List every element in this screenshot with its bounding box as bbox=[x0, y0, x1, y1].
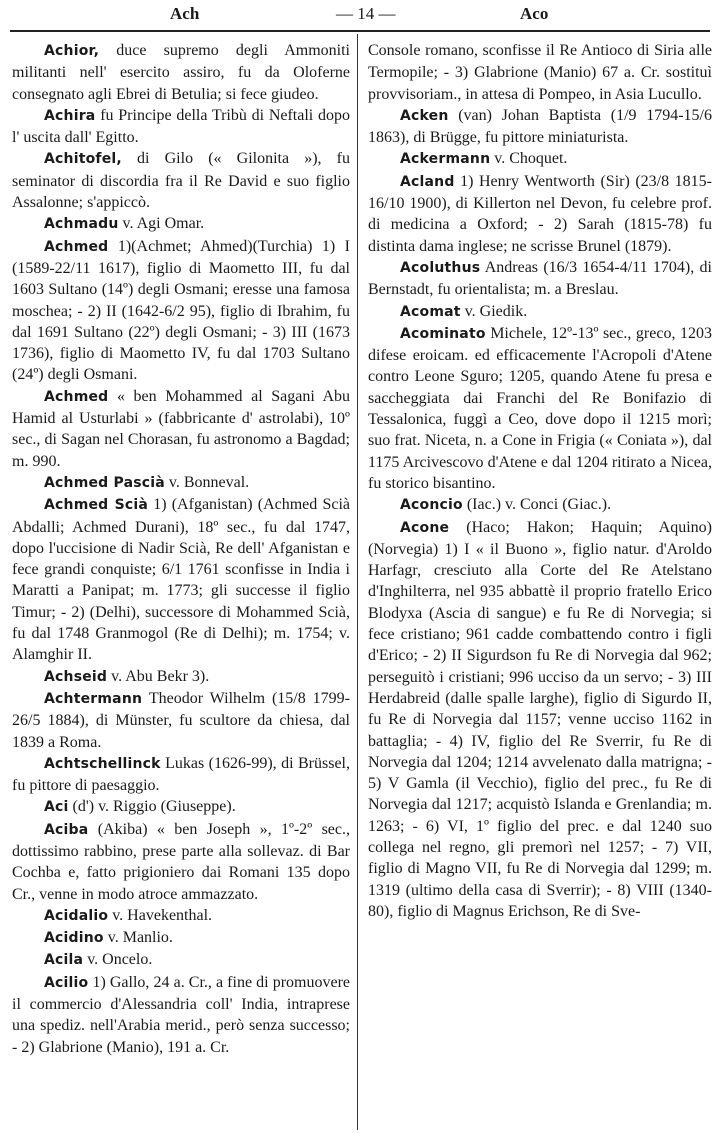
entry-text: v. Abu Bekr 3). bbox=[107, 667, 210, 685]
entry-text: (Iac.) v. Conci (Giac.). bbox=[462, 496, 612, 514]
dictionary-entry bbox=[12, 666, 350, 688]
entry-headword: Achmed Scià bbox=[44, 497, 149, 514]
entry-text: (van) Johan Baptista (1/9 1794-15/6 1863), di Brügge, fu pittore miniaturista. bbox=[368, 106, 712, 147]
column-divider bbox=[357, 34, 358, 1130]
header-rule bbox=[10, 30, 710, 32]
dictionary-entry bbox=[12, 105, 350, 149]
entry-headword: Acidalio bbox=[44, 907, 109, 924]
dictionary-entry bbox=[368, 494, 712, 516]
dictionary-entry bbox=[368, 40, 712, 105]
entry-headword: Acila bbox=[44, 952, 84, 969]
entry-headword: Achior, bbox=[44, 43, 100, 59]
entry-text: Lukas (1626-99), di Brüssel, fu pittore di paesaggio. bbox=[12, 754, 350, 795]
entry-headword: Aconcio bbox=[400, 497, 463, 514]
entry-headword: Achtermann bbox=[44, 690, 143, 707]
header-first-word: Ach bbox=[170, 4, 200, 23]
dictionary-entry bbox=[368, 171, 712, 257]
dictionary-entry bbox=[12, 40, 350, 105]
entry-headword: Achmed bbox=[44, 238, 109, 255]
entry-headword: Acoluthus bbox=[400, 259, 481, 276]
dictionary-entry bbox=[12, 386, 350, 472]
entry-text: 1)(Achmet; Ahmed)(Turchia) 1) I (1589-22/11 1617), figlio di Maometto III, fu dal 1603 Sultano (14º) degli Osmani; eresse una famosa moschea; - 2) II (1642-6/2 95), figlio di Ibrahim, fu dal 1691 Sultano (22º) degli Osmani; - 3) III (1673 1736), figlio di Maometto IV, fu dal 1703 Sultano (24º) degli Osmani. bbox=[12, 237, 350, 384]
entry-text: duce supremo degli Ammoniti militanti nell' esercito assiro, fu da Oloferne consegnato agli Ebrei di Betulia; si fece giudeo. bbox=[12, 42, 350, 103]
entry-text: v. Havekenthal. bbox=[108, 906, 213, 924]
dictionary-entry bbox=[12, 148, 350, 213]
entry-text: di Gilo (« Gilonita »), fu seminator di discordia fra il Re David e suo figlio Assalonne; s'appiccò. bbox=[12, 150, 350, 212]
dictionary-entry bbox=[12, 927, 350, 949]
entry-text: 1) (Afganistan) (Achmed Scià Abdalli; Achmed Durani), 18º sec., fu dal 1747, dopo l'uccisione di Nadir Scià, Re dell' Afganistan e fece grandi conquiste; 6/1 1761 sconfisse in India i Maratti a Panipat; m. 1773; gli successe il figlio Timur; - 2) (Delhi), successore di Mohammed Scià, fu dal 1748 Granmogol (Re di Delhi); m. 1754; v. Alamghir II. bbox=[12, 496, 350, 664]
entry-text: Theodor Wilhelm (15/8 1799-26/5 1884), di Münster, fu scultore da chiesa, dal 1839 a Roma. bbox=[12, 689, 350, 751]
header-last-word: Aco bbox=[520, 4, 549, 23]
entry-headword: Acomat bbox=[400, 303, 461, 320]
entry-text: (d') v. Riggio (Giuseppe). bbox=[68, 798, 236, 816]
dictionary-entry bbox=[368, 517, 712, 923]
dictionary-entry bbox=[368, 301, 712, 323]
left-column bbox=[12, 40, 350, 1130]
page-number: — 14 — bbox=[336, 4, 396, 23]
entry-headword: Aciba bbox=[44, 821, 89, 838]
entry-headword: Achtschellinck bbox=[44, 755, 161, 772]
entry-headword: Acidino bbox=[44, 930, 104, 947]
entry-text: Michele, 12º-13º sec., greco, 1203 difese eroicam. ed efficacemente l'Acropoli d'Atene contro Leone Sguro; 1205, quando Atene fu presa e saccheggiata dai Franchi del Re Bonifazio di Tessalonica, fuggì a Ceo, dove dopo il 1215 morì; suo frat. Niceta, n. a Cone in Frigia (« Coniata »), dal 1175 Arcivescovo d'Atene e dal 1204 ritirato a Nicea, fu storico bisantino. bbox=[368, 324, 712, 492]
right-column bbox=[368, 40, 712, 1130]
entry-headword: Achmed bbox=[44, 388, 109, 405]
entry-headword: Ackermann bbox=[400, 151, 491, 168]
entry-headword: Achitofel, bbox=[44, 151, 122, 168]
entry-headword: Achmed Pascià bbox=[44, 474, 165, 491]
entry-headword: Acken bbox=[400, 107, 449, 124]
entry-text: v. Giedik. bbox=[460, 302, 528, 320]
entry-text: 1) Gallo, 24 a. Cr., a fine di promuovere il commercio d'Alessandria coll' India, intraprese una spediz. nell'Arabia merid., però senza successo; - 2) Glabrione (Manio), 191 a. Cr. bbox=[12, 973, 350, 1056]
entry-headword: Acominato bbox=[400, 325, 486, 342]
entry-text: Console romano, sconfisse il Re Antioco di Siria alle Termopile; - 3) Glabrione (Manio) 67 a. Cr. sostituì provvisoriam., in attesa di Pompeo, in Asia Lucullo. bbox=[368, 42, 712, 103]
dictionary-entry bbox=[368, 105, 712, 149]
dictionary-entry bbox=[368, 323, 712, 494]
entry-text: « ben Mohammed al Sagani Abu Hamid al Usturlabi » (fabbricante d' astrolabi), 10º sec., di Sagan nel Chorasan, fu astronomo a Bagdad; m. 990. bbox=[12, 387, 350, 470]
dictionary-entry bbox=[12, 213, 350, 235]
entry-headword: Achira bbox=[44, 107, 96, 124]
entry-headword: Acland bbox=[400, 173, 455, 190]
dictionary-entry bbox=[368, 257, 712, 301]
entry-headword: Achmadu bbox=[44, 216, 119, 233]
entry-text: (Haco; Hakon; Haquin; Aquino) (Norvegia) 1) I « il Buono », figlio natur. d'Aroldo Harfagr, cresciuto alla Corte del Re Atelstano d'Inghilterra, nel 935 abbattè il proprio fratello Erico Blodyxa (Ascia di sangue) e fu Re di Norvegia; si fece cristiano; 961 cadde combattendo contro i figli d'Erico; - 2) II Sigurdson fu Re di Norvegia dal 962; perseguitò i cristiani; 996 ucciso da un servo; - 3) III Herdabreid (dalle spalle larghe), figlio di Sigurdo II, fu Re di Norvegia dal 1157; venne ucciso 1162 in battaglia; - 4) IV, figlio del Re Sverrir, fu Re di Norvegia dal 1204; 1214 avvelenato dalla matrigna; - 5) V Gamla (il Vecchio), figlio del prec., fu Re di Norvegia dal 1217; acquistò Islanda e Grenlandia; m. 1263; - 6) VI, 1º figlio del prec. e dal 1240 suo collega nel regno, gli premorì nel 1257; - 7) VII, figlio di Magno VII, fu Re di Norvegia dal 1299; m. 1319 (ultimo della casa di Sverrir); - 8) VIII (1340-80), figlio di Magnus Erichson, Re di Sve- bbox=[368, 518, 712, 920]
entry-headword: Achseid bbox=[44, 668, 108, 685]
dictionary-entry bbox=[12, 494, 350, 665]
dictionary-entry bbox=[12, 753, 350, 797]
entry-text: Andreas (16/3 1654-4/11 1704), di Bernstadt, fu orientalista; m. a Breslau. bbox=[368, 258, 712, 299]
entry-text: v. Agi Omar. bbox=[118, 215, 205, 233]
entry-text: v. Choquet. bbox=[490, 150, 568, 168]
dictionary-entry bbox=[12, 972, 350, 1058]
dictionary-entry bbox=[12, 905, 350, 927]
entry-text: v. Oncelo. bbox=[83, 951, 153, 969]
entry-headword: Aci bbox=[44, 799, 69, 816]
dictionary-entry bbox=[12, 819, 350, 905]
entry-text: fu Principe della Tribù di Neftali dopo l' uscita dall' Egitto. bbox=[12, 106, 350, 147]
entry-text: (Akiba) « ben Joseph », 1º-2º sec., dottissimo rabbino, prese parte alla sollevaz. di Bar Cochba e, fatto prigioniero dai Romani 135 dopo Cr., venne in modo atroce ammazzato. bbox=[12, 820, 350, 903]
dictionary-entry bbox=[368, 148, 712, 170]
entry-headword: Acone bbox=[400, 519, 450, 536]
dictionary-entry bbox=[12, 236, 350, 386]
dictionary-entry bbox=[12, 688, 350, 753]
dictionary-entry bbox=[12, 796, 350, 818]
dictionary-entry bbox=[12, 472, 350, 494]
page-header bbox=[8, 0, 710, 28]
entry-text: 1) Henry Wentworth (Sir) (23/8 1815-16/10 1900), di Killerton nel Devon, fu celebre prof. di medicina a Oxford; - 2) Sarah (1815-78) fu distinta dama inglese; ne scrisse Brunel (1879). bbox=[368, 172, 712, 255]
entry-text: v. Manlio. bbox=[103, 929, 173, 947]
entry-text: v. Bonneval. bbox=[164, 473, 250, 491]
dictionary-entry bbox=[12, 949, 350, 971]
entry-headword: Acilio bbox=[44, 974, 89, 991]
